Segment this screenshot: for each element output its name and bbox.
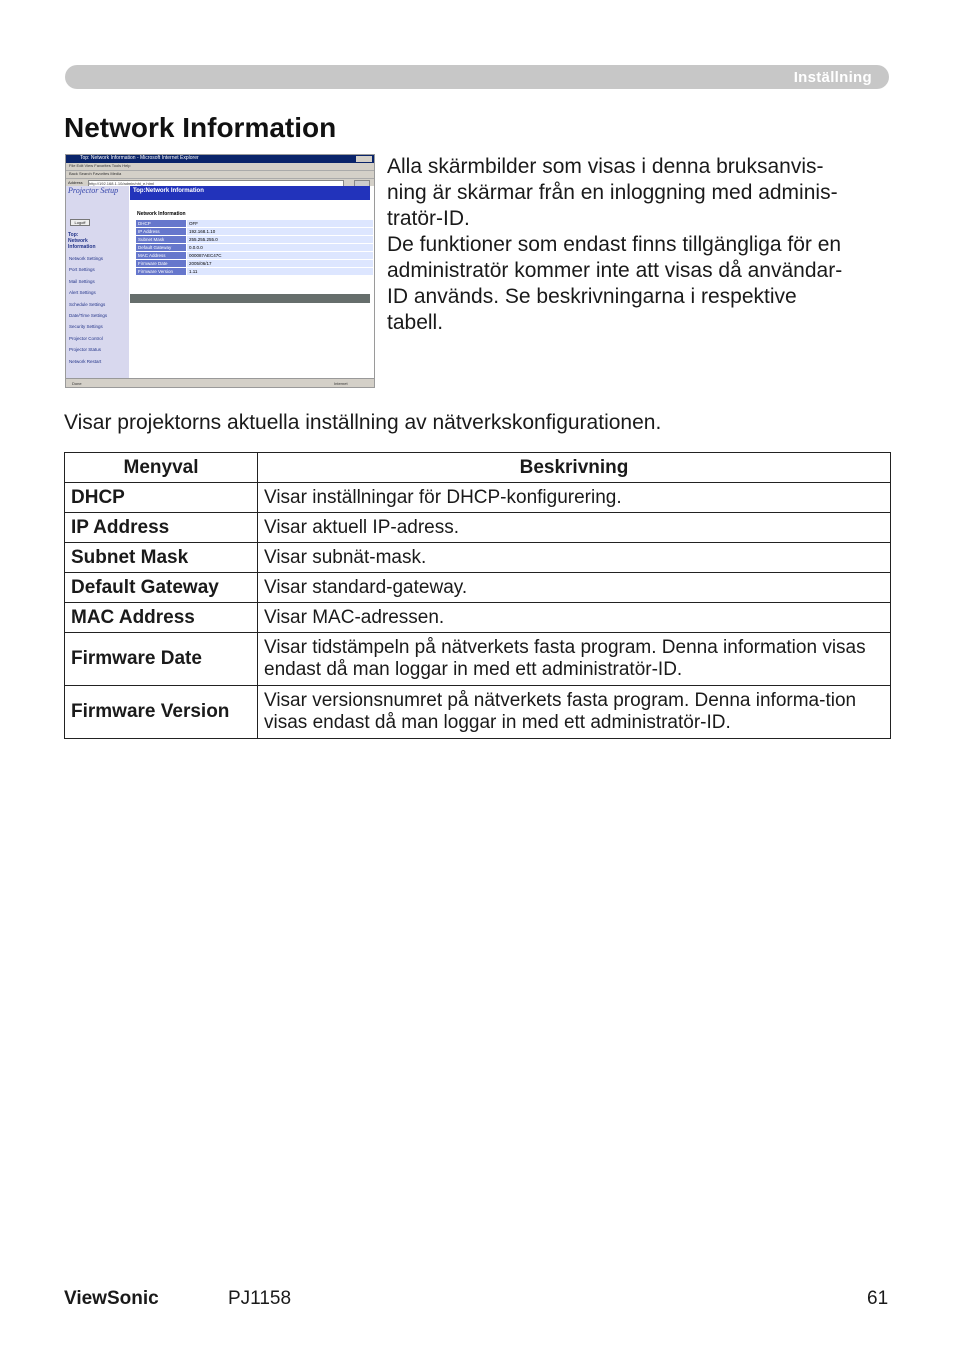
- row-desc: Visar tidstämpeln på nätverkets fasta program. Denna information visas endast då man loggar in med ett administratör-ID.: [258, 633, 891, 686]
- window-title: Top: Network Information - Microsoft Internet Explorer: [80, 155, 199, 161]
- row-desc: Visar versionsnumret på nätverkets fasta program. Denna informa-tion visas endast då man loggar in med ett administratör-ID.: [258, 686, 891, 739]
- address-field: http://192.168.1.10/admin/nhi_e.html: [88, 180, 344, 187]
- menu-description-table: [64, 452, 891, 739]
- table-row: [136, 228, 373, 235]
- table-row: [65, 633, 891, 686]
- nav-item: Port Settings: [69, 267, 95, 273]
- browser-screenshot: [65, 154, 375, 388]
- nav-item: Schedule Settings: [69, 301, 106, 307]
- nav-item: Security Settings: [69, 324, 103, 330]
- row-value: 0.0.0.0: [187, 244, 373, 251]
- page-title: Network Information: [64, 112, 337, 143]
- nav-item: Network Settings: [69, 256, 104, 261]
- table-row: [136, 252, 373, 259]
- nav-item: Mail Settings: [69, 278, 95, 284]
- nav-item: Projector Status: [69, 347, 102, 353]
- row-value: 1.11: [187, 268, 373, 275]
- address-label: Address: [68, 180, 83, 185]
- nav-item: Date/Time Settings: [69, 312, 108, 318]
- browser-content: [66, 186, 374, 378]
- table-row: [136, 236, 373, 243]
- section-label: Inställning: [793, 69, 872, 86]
- network-info-table: [135, 219, 374, 276]
- footer-model: PJ1158: [228, 1288, 292, 1309]
- menu-bar: File Edit View Favorites Tools Help: [69, 163, 131, 168]
- table-row: [65, 543, 891, 573]
- row-item: MAC Address: [65, 603, 258, 633]
- row-value: OFF: [187, 220, 373, 227]
- nav-list: [69, 256, 107, 370]
- table-row: [136, 260, 373, 267]
- table-header-row: [65, 453, 891, 483]
- table-row: [65, 513, 891, 543]
- page-banner: Top:Network Information: [130, 186, 370, 200]
- column-header-menyval: Menyval: [65, 453, 258, 483]
- status-left: Done: [72, 381, 82, 386]
- page-number: 61: [867, 1288, 889, 1309]
- table-row: [136, 244, 373, 251]
- table-row: [136, 220, 373, 227]
- row-item: Firmware Date: [65, 633, 258, 686]
- row-desc: Visar aktuell IP-adress.: [258, 513, 891, 543]
- logoff-button: Logoff: [70, 219, 90, 226]
- nav-item: Network Restart: [69, 358, 102, 364]
- table-row: [65, 573, 891, 603]
- row-desc: Visar standard-gateway.: [258, 573, 891, 603]
- row-item: Default Gateway: [65, 573, 258, 603]
- row-item: DHCP: [65, 483, 258, 513]
- window-controls-icon: [356, 156, 372, 162]
- projector-setup-logo: Projector Setup: [68, 186, 119, 195]
- row-key: MAC Address: [136, 252, 186, 259]
- nav-item: Projector Control: [69, 335, 103, 341]
- status-right: Internet: [334, 381, 348, 386]
- row-desc: Visar inställningar för DHCP-konfigurering.: [258, 483, 891, 513]
- nav-top-link: Top: Network Information: [68, 232, 96, 250]
- row-item: Subnet Mask: [65, 543, 258, 573]
- row-desc: Visar MAC-adressen.: [258, 603, 891, 633]
- footer-brand: ViewSonic: [64, 1288, 159, 1309]
- window-titlebar: [66, 155, 374, 163]
- summary-text: Visar projektorns aktuella inställning av nätverkskonfigurationen.: [64, 411, 662, 434]
- browser-toolbar: Back Search Favorites Media: [66, 170, 374, 178]
- row-key: Subnet Mask: [136, 236, 186, 243]
- divider-bar: [130, 294, 370, 303]
- row-key: DHCP: [136, 220, 186, 227]
- row-value: 000087AEC47C: [187, 252, 373, 259]
- sidebar-nav: [66, 186, 129, 378]
- section-header-bar: [65, 65, 889, 89]
- intro-paragraph: Alla skärmbilder som visas i denna bruksanvis- ning är skärmar från en inloggning med adminis- tratör-ID. De funktioner som endast finns tillgängliga för en administratör kommer inte att visas då användar- ID används. Se beskrivningarna i respektive tabell.: [387, 155, 843, 334]
- table-row: [136, 268, 373, 275]
- table-row: [65, 603, 891, 633]
- status-bar: [66, 378, 374, 388]
- row-key: Default Gateway: [136, 244, 186, 251]
- row-key: Firmware Date: [136, 260, 186, 267]
- row-value: 192.168.1.10: [187, 228, 373, 235]
- network-info-heading: Network Information: [137, 211, 186, 217]
- row-value: 255.255.255.0: [187, 236, 373, 243]
- nav-item: Alert Settings: [69, 290, 96, 296]
- row-item: IP Address: [65, 513, 258, 543]
- table-row: [65, 483, 891, 513]
- row-key: Firmware Version: [136, 268, 186, 275]
- row-key: IP Address: [136, 228, 186, 235]
- row-item: Firmware Version: [65, 686, 258, 739]
- row-value: 2005/06/17: [187, 260, 373, 267]
- row-desc: Visar subnät-mask.: [258, 543, 891, 573]
- column-header-beskrivning: Beskrivning: [258, 453, 891, 483]
- table-row: [65, 686, 891, 739]
